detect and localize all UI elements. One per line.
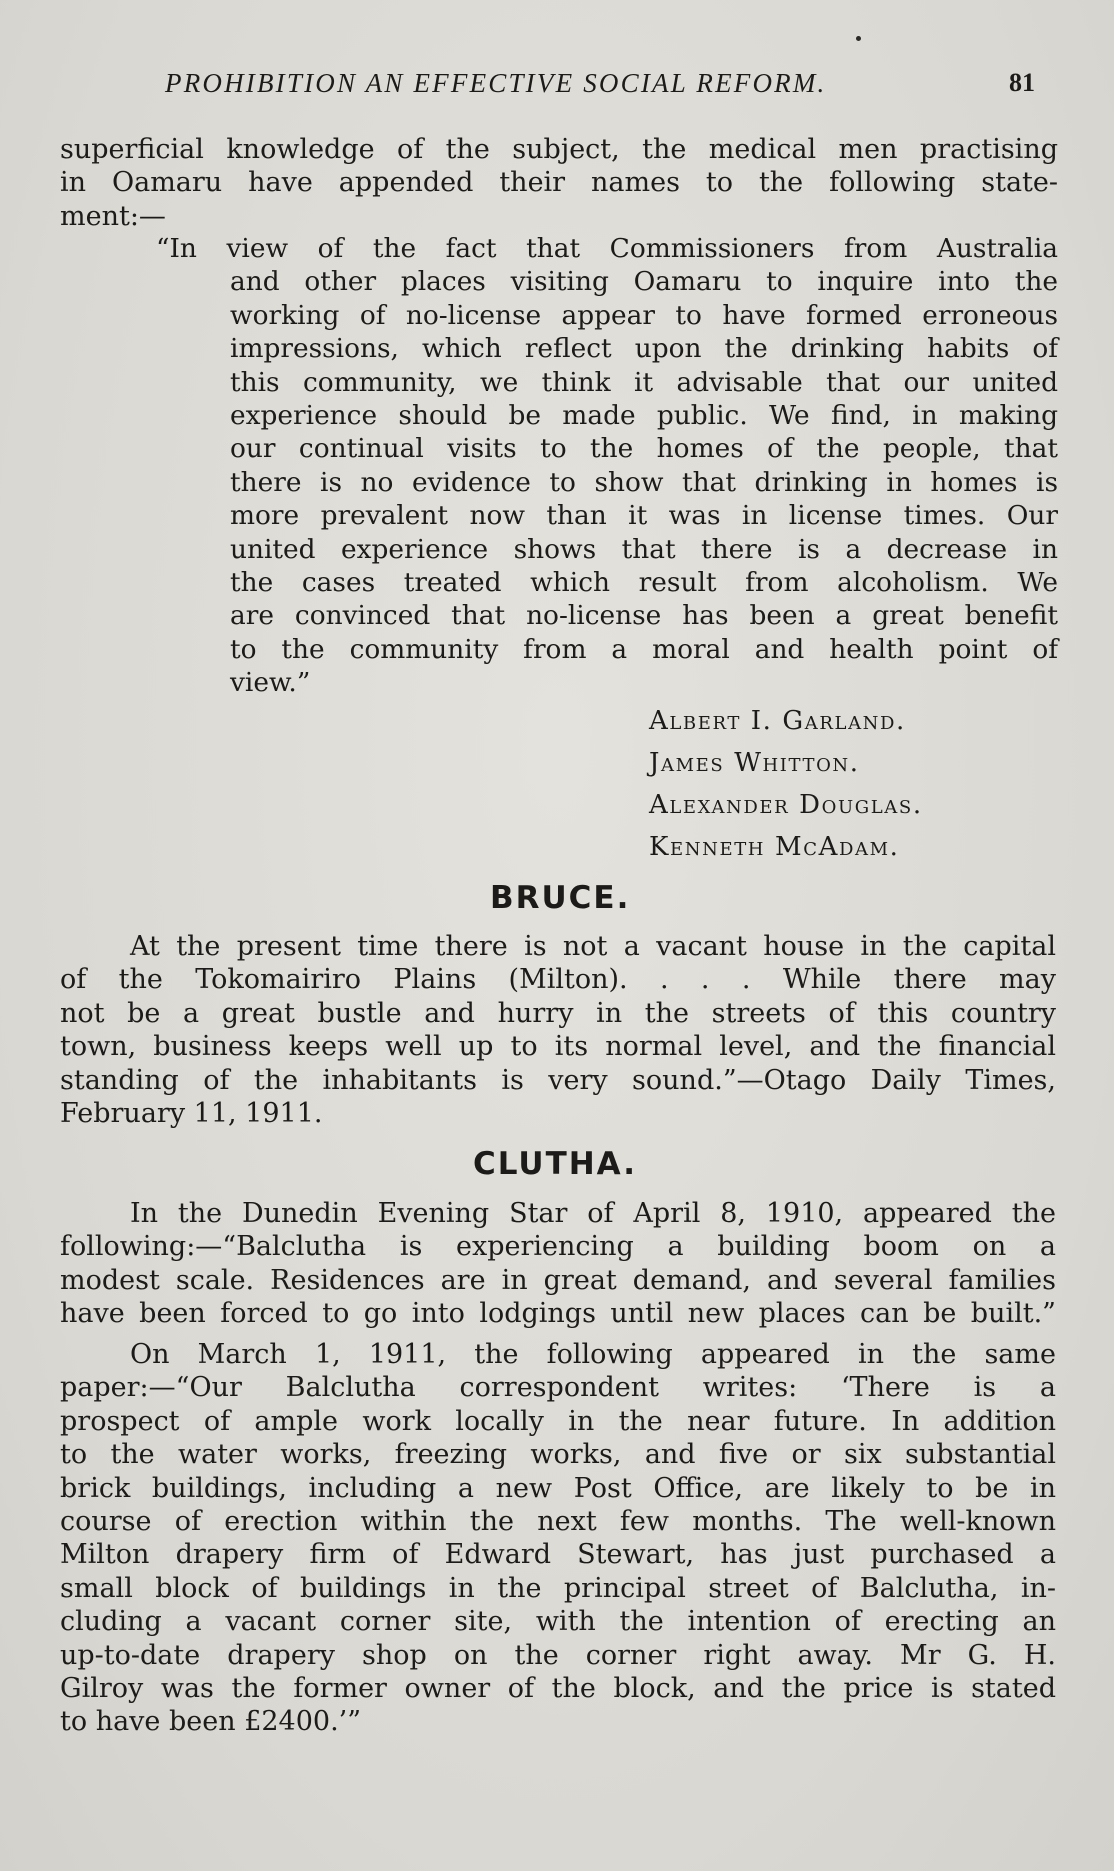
- clutha-paragraph-1: [60, 1197, 1056, 1331]
- text-line: to have been £2400.’”: [60, 1706, 362, 1738]
- running-head-title: PROHIBITION AN EFFECTIVE SOCIAL REFORM.: [165, 68, 827, 98]
- text-line: of the Tokomairiro Plains (Milton). . . . While there may: [60, 964, 1056, 996]
- signatory-name: Kenneth McAdam.: [649, 832, 900, 862]
- text-line: superficial knowledge of the subject, the medical men practising: [60, 134, 1058, 165]
- print-speck: [856, 36, 861, 41]
- signatory-name: Albert I. Garland.: [649, 706, 906, 736]
- quote-line: there is no evidence to show that drinking in homes is: [230, 466, 1058, 498]
- quote-line: impressions, which reflect upon the drinking habits of: [230, 333, 1058, 365]
- text-line: Gilroy was the former owner of the block, and the price is stated: [60, 1672, 1056, 1704]
- running-head: [165, 66, 1035, 106]
- page-number: 81: [1009, 68, 1035, 97]
- text-line: standing of the inhabitants is very sound.”—Otago Daily Times,: [60, 1064, 1056, 1096]
- text-line: ment:—: [60, 200, 166, 232]
- text-line: to the water works, freezing works, and five or six substantial: [60, 1439, 1056, 1471]
- quote-line: “In view of the fact that Commissioners from Australia: [156, 233, 1058, 264]
- quote-line: are convinced that no-license has been a great benefit: [230, 600, 1058, 632]
- text-line: course of erection within the next few months. The well-known: [60, 1505, 1056, 1537]
- signatory-name: Alexander Douglas.: [649, 790, 923, 820]
- text-line: small block of buildings in the principal street of Balclutha, in-: [60, 1572, 1056, 1604]
- text-line: At the present time there is not a vacant house in the capital: [130, 931, 1056, 962]
- signatory-name: James Whitton.: [649, 748, 860, 778]
- text-line: up-to-date drapery shop on the corner right away. Mr G. H.: [60, 1639, 1056, 1671]
- quote-line: view.”: [230, 667, 311, 699]
- text-line: cluding a vacant corner site, with the intention of erecting an: [60, 1606, 1056, 1638]
- signatories: [649, 700, 1049, 868]
- quote-line: united experience shows that there is a decrease in: [230, 533, 1058, 565]
- medical-statement-quote: [156, 232, 1058, 699]
- quote-line: more prevalent now than it was in license times. Our: [230, 500, 1058, 532]
- text-line: town, business keeps well up to its normal level, and the financial: [60, 1031, 1056, 1063]
- text-line: brick buildings, including a new Post Office, are likely to be in: [60, 1472, 1056, 1504]
- quote-line: this community, we think it advisable that our united: [230, 366, 1058, 398]
- text-line: following:—“Balclutha is experiencing a building boom on a: [60, 1231, 1056, 1263]
- bruce-paragraph: [60, 930, 1056, 1130]
- text-line: in Oamaru have appended their names to the following state-: [60, 167, 1058, 199]
- text-line: paper:—“Our Balclutha correspondent writes: ‘There is a: [60, 1372, 1056, 1404]
- text-line: prospect of ample work locally in the near future. In addition: [60, 1405, 1056, 1437]
- text-line: On March 1, 1911, the following appeared in the same: [130, 1339, 1056, 1370]
- quote-line: to the community from a moral and health point of: [230, 633, 1058, 665]
- section-heading-bruce: BRUCE.: [490, 880, 631, 916]
- quote-line: the cases treated which result from alcoholism. We: [230, 566, 1058, 598]
- text-line: have been forced to go into lodgings until new places can be built.”: [60, 1298, 1056, 1330]
- text-line: Milton drapery firm of Edward Stewart, has just purchased a: [60, 1539, 1056, 1571]
- text-line: not be a great bustle and hurry in the streets of this country: [60, 997, 1056, 1029]
- quote-line: experience should be made public. We find, in making: [230, 399, 1058, 431]
- quote-line: working of no-license appear to have formed erroneous: [230, 299, 1058, 331]
- section-heading-clutha: CLUTHA.: [473, 1146, 638, 1182]
- text-line: February 11, 1911.: [60, 1097, 323, 1129]
- quote-line: our continual visits to the homes of the people, that: [230, 433, 1058, 465]
- clutha-paragraph-2: [60, 1338, 1056, 1739]
- intro-paragraph: [60, 133, 1058, 233]
- text-line: modest scale. Residences are in great demand, and several families: [60, 1264, 1056, 1296]
- text-line: In the Dunedin Evening Star of April 8, 1910, appeared the: [130, 1198, 1056, 1229]
- quote-line: and other places visiting Oamaru to inquire into the: [230, 266, 1058, 298]
